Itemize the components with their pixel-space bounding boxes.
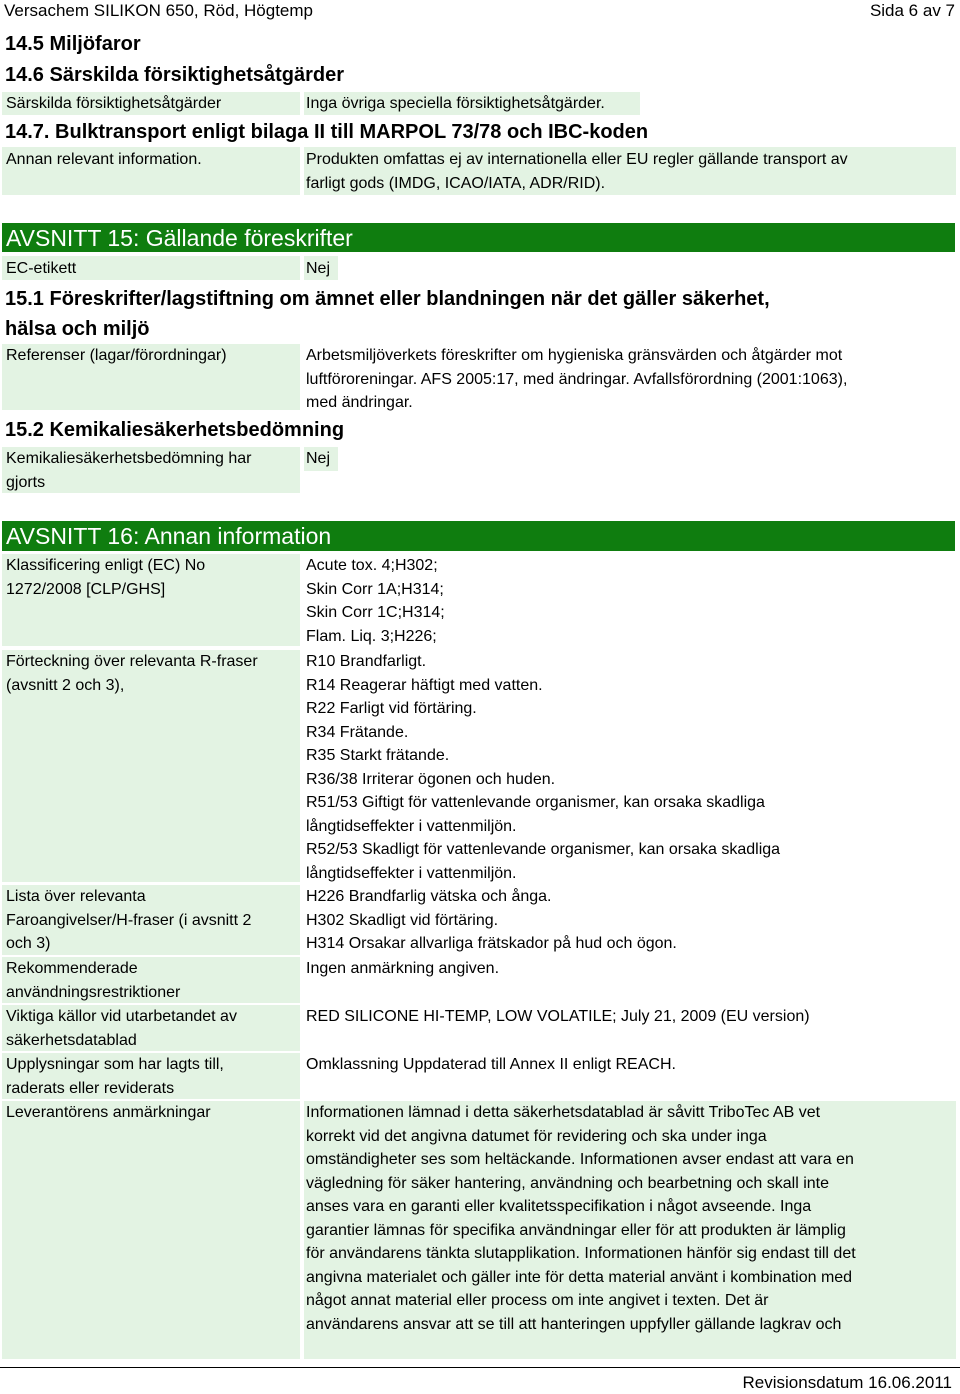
- section-16-header: AVSNITT 16: Annan information: [2, 521, 955, 551]
- value-leverantorens: Informationen lämnad i detta säkerhetsdatablad är såvitt TriboTec AB vet korrekt vid det angivna datumet för revidering och ska under inga omständigheter ses som heltäckande. Informationen avser endast att vara en vägledning för säker hantering, användning och bearbetning och skall inte anses vara en garanti eller kvalitetsspecifikation i något avseende. Inga garantier lämnas för specifika användningar eller för att produkten är lämplig för användarens tänkta slutapplikation. Informationen hänför sig endast till det angivna materialet och gäller inte för detta material använt i kombination med något annat material eller process om inte angivet i texten. Det är användarens ansvar att se till att hanteringen uppfyller gällande lagkrav och: [306, 1104, 856, 1333]
- label-klassificering: Klassificering enligt (EC) No 1272/2008 [CLP/GHS]: [6, 557, 206, 598]
- value-sarskilda: Inga övriga speciella försiktighetsåtgärder.: [306, 95, 605, 112]
- label-rekommenderade: Rekommenderade användningsrestriktioner: [6, 960, 181, 1001]
- document-header-title: Versachem SILIKON 650, Röd, Högtemp: [4, 1, 313, 20]
- heading-14-6: 14.6 Särskilda försiktighetsåtgärder: [5, 64, 345, 86]
- value-viktiga-kallor: RED SILICONE HI-TEMP, LOW VOLATILE; July 21, 2009 (EU version): [306, 1008, 810, 1025]
- value-annan-info: Produkten omfattas ej av internationella eller EU regler gällande transport av farligt gods (IMDG, ICAO/IATA, ADR/RID).: [306, 151, 848, 192]
- label-ec-etikett: EC-etikett: [6, 260, 77, 277]
- value-rekommenderade: Ingen anmärkning angiven.: [306, 960, 500, 977]
- value-h-fraser: H226 Brandfarlig vätska och ånga. H302 Skadligt vid förtäring. H314 Orsakar allvarliga frätskador på hud och ögon.: [306, 888, 677, 952]
- value-upplysningar: Omklassning Uppdaterad till Annex II enligt REACH.: [306, 1056, 676, 1073]
- value-ec-etikett: Nej: [306, 260, 331, 277]
- revision-date: Revisionsdatum 16.06.2011: [742, 1373, 952, 1392]
- label-annan-info: Annan relevant information.: [6, 151, 202, 168]
- heading-15-1: 15.1 Föreskrifter/lagstiftning om ämnet eller blandningen när det gäller säkerhet, hälsa och miljö: [5, 288, 770, 340]
- value-r-fraser: R10 Brandfarligt. R14 Reagerar häftigt med vatten. R22 Farligt vid förtäring. R34 Frätande. R35 Starkt frätande. R36/38 Irriterar ögonen och huden. R51/53 Giftigt för vattenlevande organismer, kan orsaka skadliga långtidseffekter i vattenmiljön. R52/53 Skadligt för vattenlevande organismer, kan orsaka skadliga långtidseffekter i vattenmiljön.: [306, 653, 781, 882]
- footer-divider: [0, 1367, 960, 1368]
- heading-14-7: 14.7. Bulktransport enligt bilaga II till MARPOL 73/78 och IBC-koden: [5, 121, 649, 143]
- label-referenser: Referenser (lagar/förordningar): [6, 347, 227, 364]
- label-bg-lev: [2, 1101, 300, 1359]
- label-r-fraser: Förteckning över relevanta R-fraser (avsnitt 2 och 3),: [6, 653, 258, 694]
- heading-14-5: 14.5 Miljöfaror: [5, 33, 141, 55]
- value-referenser: Arbetsmiljöverkets föreskrifter om hygieniska gränsvärden och åtgärder mot luftföroreningar. AFS 2005:17, med ändringar. Avfallsförordning (2001:1063), med ändringar.: [306, 347, 848, 411]
- label-h-fraser: Lista över relevanta Faroangivelser/H-fraser (i avsnitt 2 och 3): [6, 888, 252, 952]
- value-klassificering: Acute tox. 4;H302; Skin Corr 1A;H314; Skin Corr 1C;H314; Flam. Liq. 3;H226;: [306, 557, 445, 645]
- label-upplysningar: Upplysningar som har lagts till, raderats eller reviderats: [6, 1056, 224, 1097]
- value-kem-bedomning: Nej: [306, 450, 331, 467]
- heading-15-2: 15.2 Kemikaliesäkerhetsbedömning: [5, 419, 345, 441]
- label-leverantorens: Leverantörens anmärkningar: [6, 1104, 211, 1121]
- label-kem-bedomning: Kemikaliesäkerhetsbedömning har gjorts: [6, 450, 252, 491]
- label-viktiga-kallor: Viktiga källor vid utarbetandet av säkerhetsdatablad: [6, 1008, 237, 1049]
- section-15-header: AVSNITT 15: Gällande föreskrifter: [2, 223, 955, 252]
- label-sarskilda: Särskilda försiktighetsåtgärder: [6, 95, 222, 112]
- page-number: Sida 6 av 7: [869, 1, 955, 20]
